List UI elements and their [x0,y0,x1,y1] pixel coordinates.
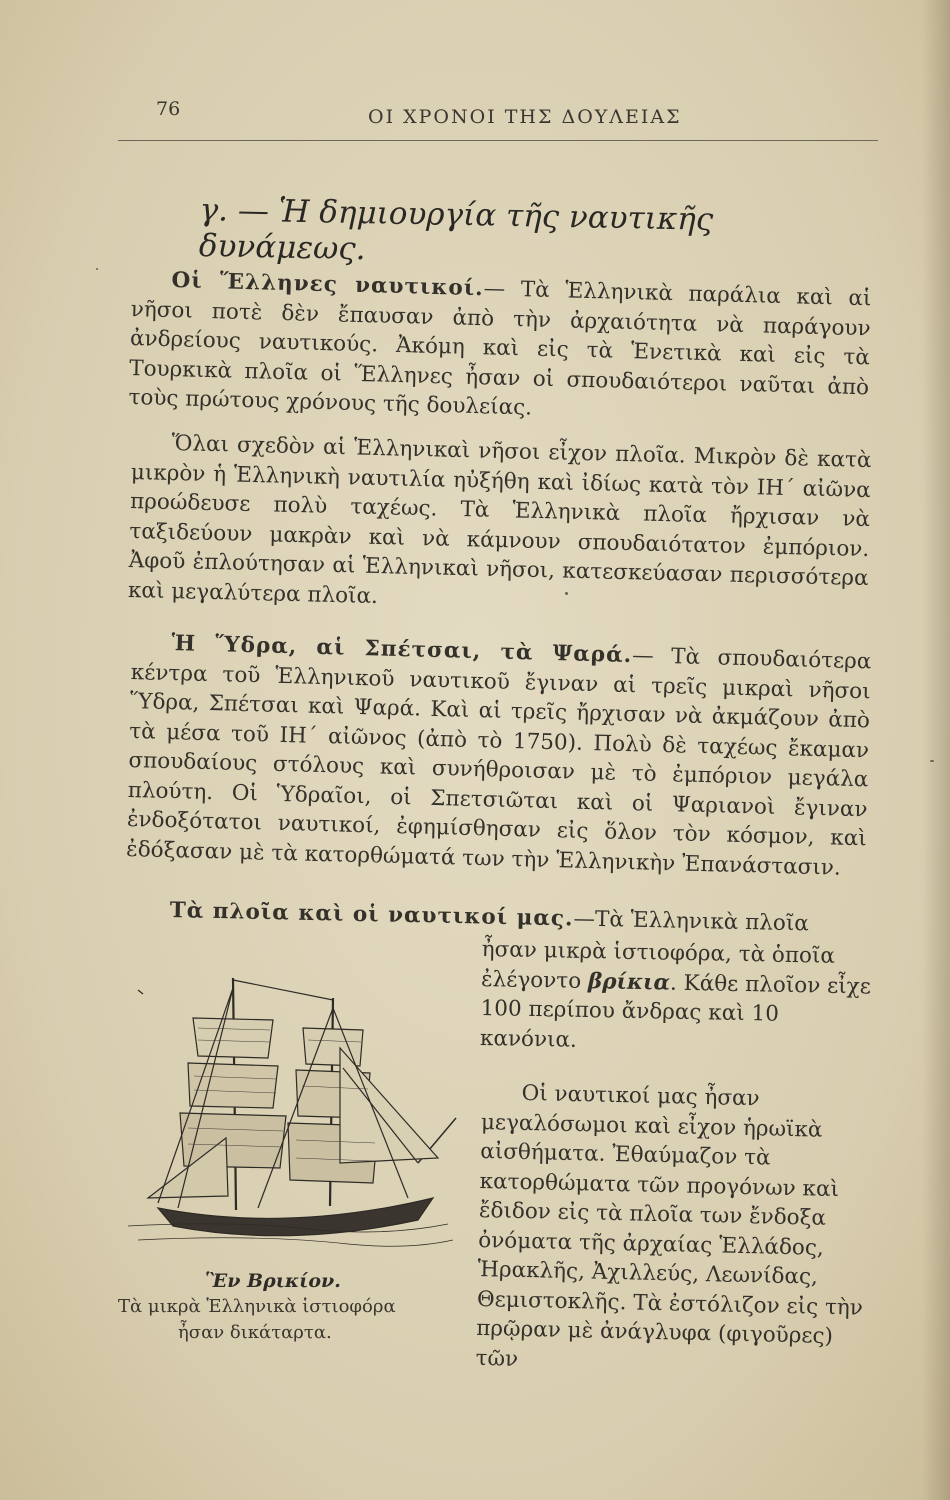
paragraph-greek-sailors [128,265,872,432]
paragraph-heading: Οἱ Ἕλληνες ναυτικοί. [171,268,485,302]
figure-caption-line: Τὰ μικρὰ Ἑλληνικὰ ἱστιοφόρα [118,1296,396,1317]
paragraph-text: Ὅλαι σχεδὸν αἱ Ἑλληνικαὶ νῆσοι εἶχον πλοῖα. Μικρὸν δὲ κατὰ μικρὸν ἡ Ἑλληνικὴ ναυτιλία ηὐξήθη καὶ ἰδίως κατὰ τὸν ΙΗ΄ αἰῶνα προώδευσε πολὺ ταχέως. Τὰ Ἑλληνικὰ πλοῖα ἤρχισαν νὰ ταξιδεύουν μακρὰν καὶ νὰ κάμνουν σπουδαιότατον ἐμπόριον. Ἀφοῦ ἐπλούτησαν αἱ Ἑλληνικαὶ νῆσοι, κατεσκεύασαν περισσότερα καὶ μεγαλύτερα πλοῖα. [127,430,872,609]
page-edge-shadow [922,0,950,1500]
paragraph-lead: —Τὰ Ἑλληνικὰ πλοῖα [573,906,810,937]
paragraph-ships-heading-line [169,898,869,938]
paragraph-islands-ships [128,428,872,623]
paragraph-text: Οἱ ναυτικοί μας ἦσαν μεγαλόσωμοι καὶ εἶχον ἡρωϊκὰ αἰσθήματα. Ἐθαύμαζον τὰ κατορθώματα τῶν προγόνων καὶ ἔδιδον εἰς τὰ πλοῖα των ἔνδοξα ὀνόματα τῆς ἀρχαίας Ἑλλάδος, Ἡρακλῆς, Ἀχιλλεύς, Λεωνίδας, Θεμιστοκλῆς. Τὰ ἐστόλιζον εἰς τὴν πρῷραν μὲ ἀνάγλυφα (φιγοῦρες) τῶν [475,1080,864,1372]
page-header [118,98,888,148]
ship-engraving-icon [118,958,458,1268]
paragraph-heading: Ἡ Ὕδρα, αἱ Σπέτσαι, τὰ Ψαρά. [171,631,633,669]
paper-speck [96,268,98,270]
brig-illustration [118,958,458,1268]
section-title: γ. — Ἡ δημιουργία τῆς ναυτικῆς δυνάμεως. [198,192,714,268]
paragraph-text: . Κάθε πλοῖον εἶχε 100 περίπου ἄνδρας καὶ 10 κανόνια. [479,970,872,1053]
paper-speck [565,592,568,595]
figure-caption-title: Ἓν Βρικίον. [205,1270,341,1292]
page-number: 76 [156,98,181,120]
paragraph-sailors-character [475,1078,872,1382]
paragraph-heading: Τὰ πλοῖα καὶ οἱ ναυτικοί μας. [169,898,574,932]
figure-caption-line: ἦσαν δικάταρτα. [178,1322,332,1343]
paragraph-hydra-spetses-psara [126,628,872,883]
term-brig: βρίκια [587,968,671,996]
paragraph-text: — Τὰ σπουδαιότερα κέντρα τοῦ Ἑλληνικοῦ ναυτικοῦ ἔγιναν αἱ τρεῖς μικραὶ νῆσοι Ὕδρα, Σπέτσαι καὶ Ψαρά. Καὶ αἱ τρεῖς ἤρχισαν νὰ ἀκμάζουν ἀπὸ τὰ μέσα τοῦ ΙΗ΄ αἰῶνος (ἀπὸ τὸ 1750). Πολὺ δὲ ταχέως ἔκαμαν σπουδαίους στόλους καὶ συνήθροισαν μὲ τὸ ἐμπόριον μεγάλα πλούτη. Οἱ Ὑδραῖοι, οἱ Σπετσιῶται καὶ οἱ Ψαριανοὶ ἔγιναν ἐνδοξότατοι ναυτικοί, ἐφημίσθησαν εἰς ὅλον τὸν κόσμον, καὶ ἐδόξασαν μὲ τὰ κατορθώματά των τὴν Ἑλληνικὴν Ἐπανάστασιν. [125,643,872,881]
header-rule [118,140,878,141]
paragraph-text: — Τὰ Ἑλληνικὰ παράλια καὶ αἱ νῆσοι ποτὲ δὲν ἔπαυσαν ἀπὸ τὴν ἀρχαιότητα νὰ παράγουν ἀνδρείους ναυτικούς. Ἀκόμη καὶ εἰς τὰ Ἑνετικὰ καὶ εἰς τὰ Τουρκικὰ πλοῖα οἱ Ἕλληνες ἦσαν οἱ σπουδαιότεροι ναῦται ἀπὸ τοὺς πρώτους χρόνους τῆς δουλείας. [128,276,872,421]
paragraph-text: ἦσαν μικρὰ ἱστιοφόρα, τὰ ὁποῖα ἐλέγοντο [480,936,836,994]
paragraph-ships-text [480,935,872,1060]
running-title: ΟΙ ΧΡΟΝΟΙ ΤΗΣ ΔΟΥΛΕΙΑΣ [368,106,682,128]
